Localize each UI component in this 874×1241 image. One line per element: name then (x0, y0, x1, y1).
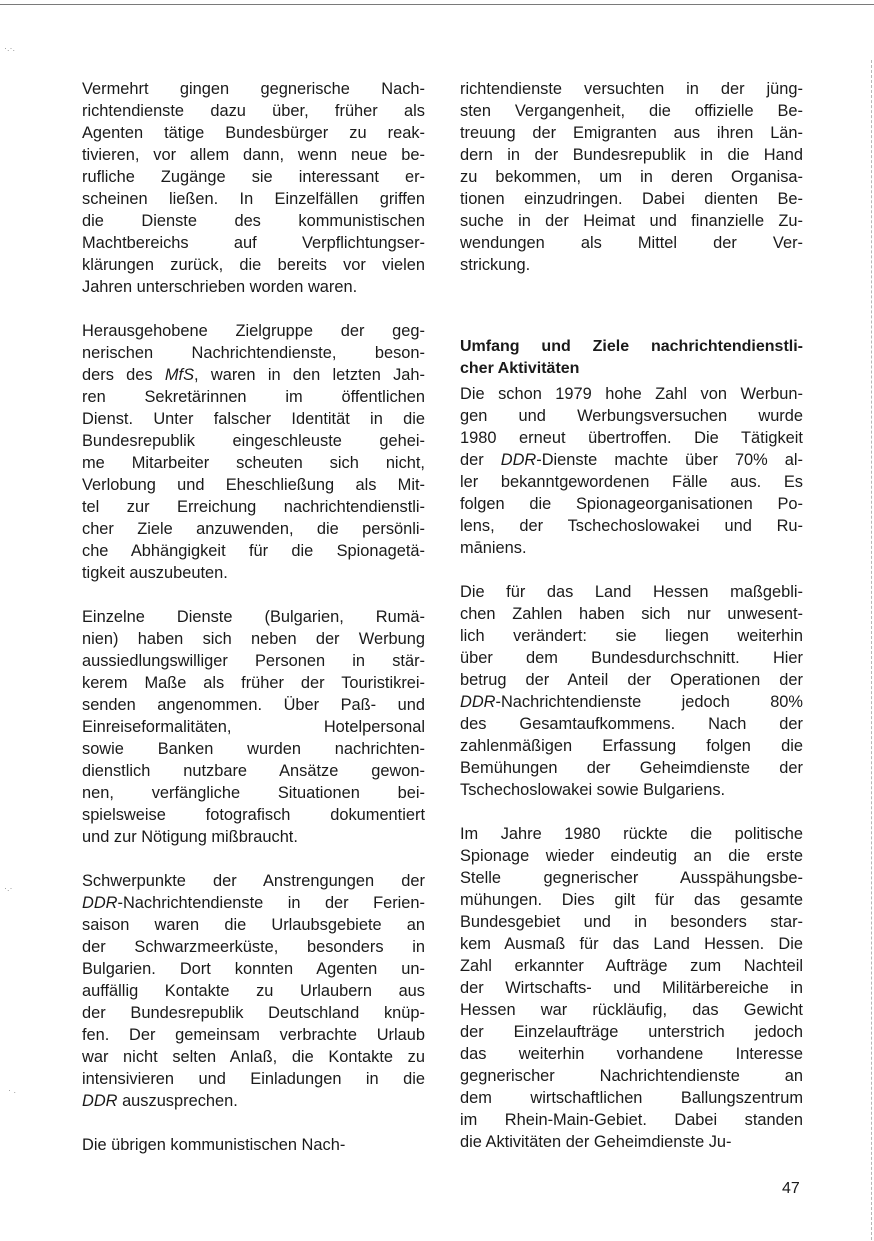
text-line: klärungen zurück, die bereits vor vielen (82, 256, 425, 274)
text-line: richtendienste dazu über, früher als (82, 102, 425, 120)
paragraph (82, 1134, 425, 1156)
text-line: Herausgehobene Zielgruppe der geg- (82, 322, 425, 340)
text-line: saison waren die Urlaubsgebiete an (82, 916, 425, 934)
text-line: me Mitarbeiter scheuten sich nicht, (82, 454, 425, 472)
text-line: ren Sekretärinnen im öffentlichen (82, 388, 425, 406)
text-line: richtendienste versuchten in der jüng- (460, 80, 803, 98)
text-line: kem Ausmaß für das Land Hessen. Die (460, 935, 803, 953)
text-line: der Schwarzmeerküste, besonders in (82, 938, 425, 956)
text-line: Vermehrt gingen gegnerische Nach- (82, 80, 425, 98)
text-line: zahlenmäßigen Erfassung folgen die (460, 737, 803, 755)
text-line: Im Jahre 1980 rückte die politische (460, 825, 803, 843)
text-line: 1980 erneut übertroffen. Die Tätigkeit (460, 429, 803, 447)
paragraph (82, 606, 425, 848)
text-line: strickung. (460, 256, 531, 274)
paragraph (82, 870, 425, 1112)
text-line: DDR-Nachrichtendienste jedoch 80% (460, 693, 803, 711)
paragraph (460, 823, 803, 1153)
text-line: gen und Werbungsversuchen wurde (460, 407, 803, 425)
text-line: Einreiseformalitäten, Hotelpersonal (82, 718, 425, 736)
text-line: DDR auszusprechen. (82, 1092, 238, 1110)
text-line: sowie Banken wurden nachrichten- (82, 740, 425, 758)
text-line: Umfang und Ziele nachrichtendienstli- (460, 338, 803, 355)
text-line: Stelle gegnerischer Ausspähungsbe- (460, 869, 803, 887)
text-line: der Wirtschafts- und Militärbereiche in (460, 979, 803, 997)
text-line: nerischen Nachrichtendienste, beson- (82, 344, 425, 362)
page-number: 47 (782, 1180, 800, 1197)
text-line: über dem Bundesdurchschnitt. Hier (460, 649, 803, 667)
text-line: Verlobung und Eheschließung als Mit- (82, 476, 425, 494)
text-line: ders des MfS, waren in den letzten Jah- (82, 366, 425, 384)
text-line: Bundesgebiet und in besonders star- (460, 913, 803, 931)
text-line: tigkeit auszubeuten. (82, 564, 228, 582)
text-line: nien) haben sich neben der Werbung (82, 630, 425, 648)
text-line: folgen die Spionageorganisationen Po- (460, 495, 803, 513)
text-line: cher Aktivitäten (460, 360, 580, 377)
text-line: cher Ziele anzuwenden, die persönli- (82, 520, 425, 538)
text-line: treuung der Emigranten aus ihren Län- (460, 124, 803, 142)
text-line: die Dienste des kommunistischen (82, 212, 425, 230)
text-line: intensivieren und Einladungen in die (82, 1070, 425, 1088)
text-line: des Gesamtaufkommens. Nach der (460, 715, 803, 733)
text-line: Zahl erkannter Aufträge zum Nachteil (460, 957, 803, 975)
text-line: Die für das Land Hessen maßgebli- (460, 583, 803, 601)
text-line: māniens. (460, 539, 527, 557)
text-line: der DDR-Dienste machte über 70% al- (460, 451, 803, 469)
top-edge-rule (0, 4, 874, 5)
text-line: kerem Maße als früher der Touristikrei- (82, 674, 425, 692)
text-line: Bulgarien. Dort konnten Agenten un- (82, 960, 425, 978)
text-line: rufliche Zugänge sie interessant er- (82, 168, 425, 186)
right-edge-rule (871, 60, 872, 1240)
text-line: Tschechoslowakei sowie Bulgariens. (460, 781, 726, 799)
paragraph (460, 383, 803, 559)
text-line: die Aktivitäten der Geheimdienste Ju- (460, 1133, 732, 1151)
text-line: im Rhein-Main-Gebiet. Dabei standen (460, 1111, 803, 1129)
paragraph (460, 78, 803, 276)
paragraph (460, 581, 803, 801)
text-line: dem wirtschaftlichen Ballungszentrum (460, 1089, 803, 1107)
text-line: der Einzelaufträge unterstrich jedoch (460, 1023, 803, 1041)
text-line: dienstlich nutzbare Ansätze gewon- (82, 762, 425, 780)
text-line: der Bundesrepublik Deutschland knüp- (82, 1004, 425, 1022)
text-line: Spionage wieder eindeutig an die erste (460, 847, 803, 865)
text-line: und zur Nötigung mißbraucht. (82, 828, 298, 846)
text-line: Agenten tätige Bundesbürger zu reak- (82, 124, 425, 142)
text-line: scheinen ließen. In Einzelfällen griffen (82, 190, 425, 208)
text-line: sten Vergangenheit, die offizielle Be- (460, 102, 803, 120)
text-line: Bemühungen der Geheimdienste der (460, 759, 803, 777)
right-column (460, 78, 803, 1175)
paragraph (82, 320, 425, 584)
section-heading (460, 336, 803, 380)
text-line: che Abhängigkeit für die Spionagetä- (82, 542, 425, 560)
text-line: ler bekanntgewordenen Fälle aus. Es (460, 473, 803, 491)
text-line: gegnerischer Nachrichtendienste an (460, 1067, 803, 1085)
text-line: auffällig Kontakte zu Urlaubern aus (82, 982, 425, 1000)
text-line: wendungen als Mittel der Ver- (460, 234, 803, 252)
text-line: Hessen war rückläufig, das Gewicht (460, 1001, 803, 1019)
text-line: Die übrigen kommunistischen Nach- (82, 1136, 346, 1154)
text-line: spielsweise fotografisch dokumentiert (82, 806, 425, 824)
text-line: nen, verfängliche Situationen bei- (82, 784, 425, 802)
text-line: Jahren unterschrieben worden waren. (82, 278, 358, 296)
scan-speck: ·.· (4, 883, 13, 893)
text-line: fen. Der gemeinsam verbrachte Urlaub (82, 1026, 425, 1044)
text-line: tionen einzudringen. Dabei dienten Be- (460, 190, 803, 208)
text-line: betrug der Anteil der Operationen der (460, 671, 803, 689)
text-line: tivieren, vor allem dann, wenn neue be- (82, 146, 425, 164)
text-line: DDR-Nachrichtendienste in der Ferien- (82, 894, 425, 912)
text-line: mühungen. Dies gilt für das gesamte (460, 891, 803, 909)
scan-speck: ·.·. (4, 43, 15, 53)
text-line: dern in der Bundesrepublik in die Hand (460, 146, 803, 164)
text-line: das weiterhin vorhandene Interesse (460, 1045, 803, 1063)
text-line: aussiedlungswilliger Personen in stär- (82, 652, 425, 670)
text-line: lens, der Tschechoslowakei und Ru- (460, 517, 803, 535)
text-line: Einzelne Dienste (Bulgarien, Rumä- (82, 608, 425, 626)
text-line: zu bekommen, um in deren Organisa- (460, 168, 803, 186)
text-line: war nicht selten Anlaß, die Kontakte zu (82, 1048, 425, 1066)
left-column (82, 78, 425, 1178)
text-line: lich verändert: sie liegen weiterhin (460, 627, 803, 645)
text-line: chen Zahlen haben sich nur unwesent- (460, 605, 803, 623)
text-line: Dienst. Unter falscher Identität in die (82, 410, 425, 428)
text-line: Schwerpunkte der Anstrengungen der (82, 872, 425, 890)
text-line: Bundesrepublik eingeschleuste gehei- (82, 432, 425, 450)
scan-speck: · . (8, 1085, 16, 1095)
paragraph (82, 78, 425, 298)
text-line: senden angenommen. Über Paß- und (82, 696, 425, 714)
text-line: tel zur Erreichung nachrichtendienstli- (82, 498, 425, 516)
text-line: suche in der Heimat und finanzielle Zu- (460, 212, 803, 230)
text-line: Machtbereichs auf Verpflichtungser- (82, 234, 425, 252)
text-line: Die schon 1979 hohe Zahl von Werbun- (460, 385, 803, 403)
